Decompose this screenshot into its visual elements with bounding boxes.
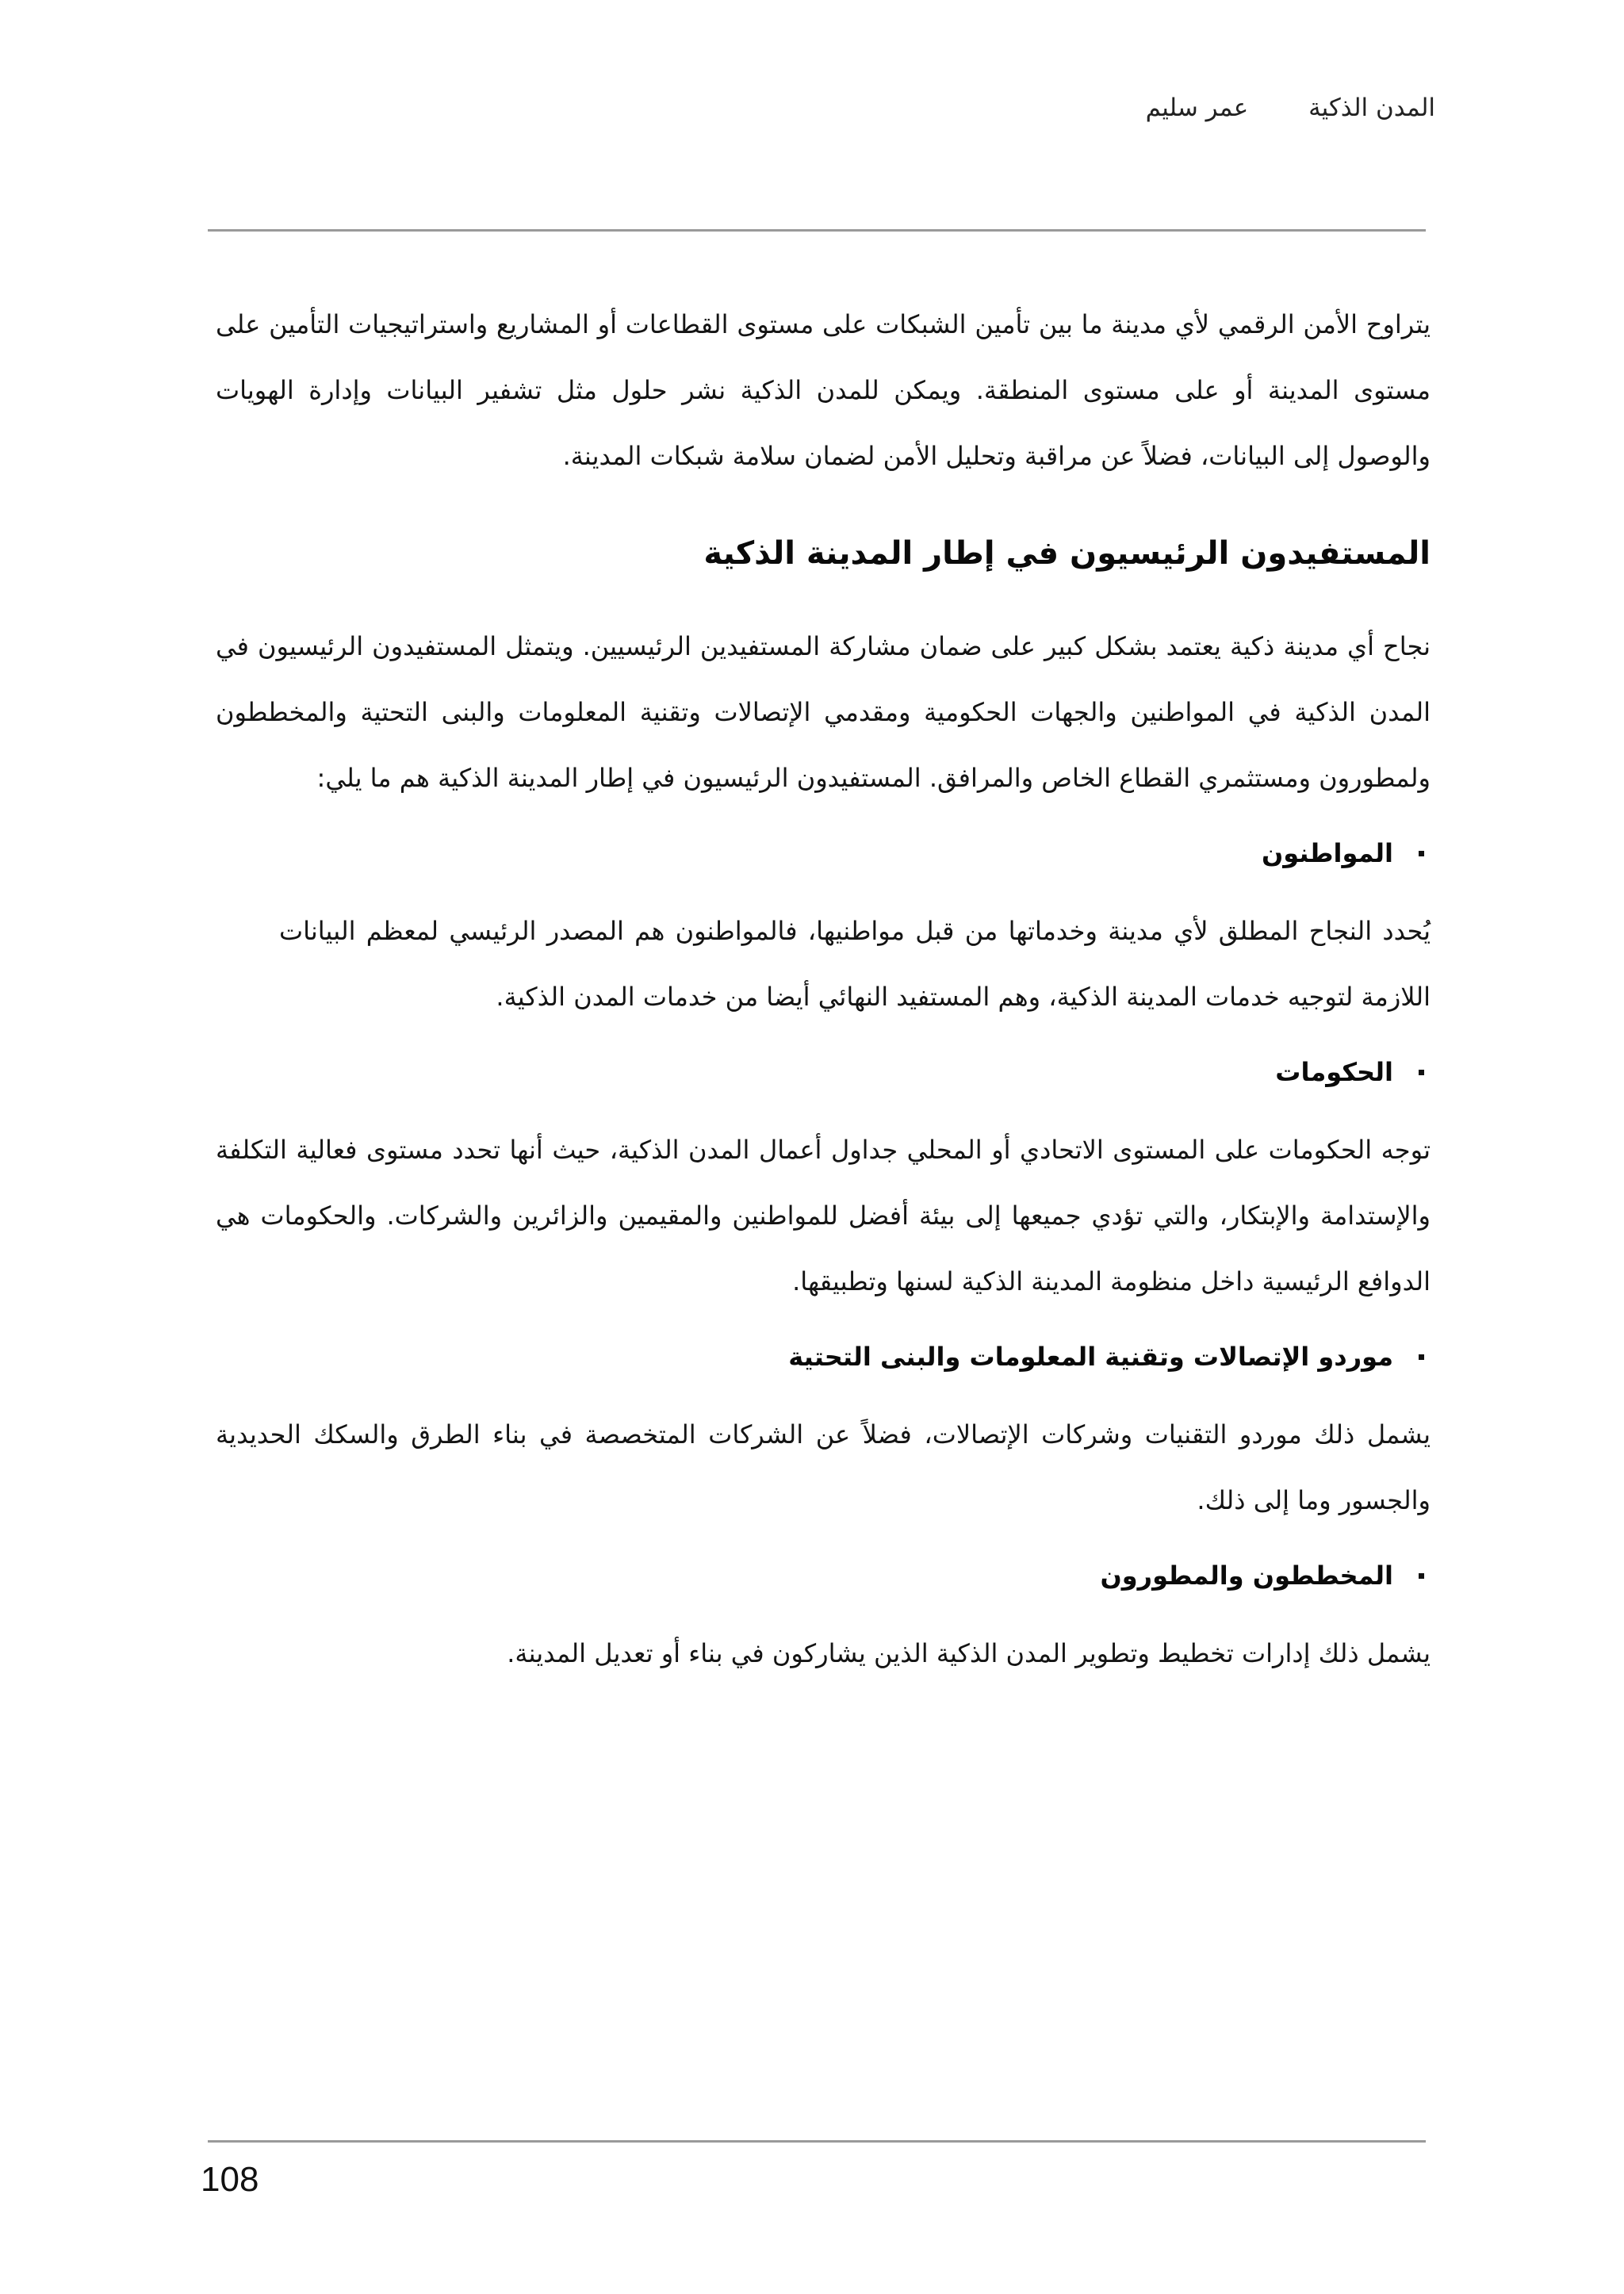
header-book-title: المدن الذكية <box>1308 94 1435 122</box>
bullet-planners <box>216 1552 1431 1599</box>
page-body <box>216 292 1431 1687</box>
governments-paragraph: توجه الحكومات على المستوى الاتحادي أو المحلي جداول أعمال المدن الذكية، حيث أنها تحدد مستوى فعالية التكلفة والإستدامة والإبتكار، والتي تؤدي جميعها إلى بيئة أفضل للمواطنين والمقيمين والزائرين والشركات. والحكومات هي الدوافع الرئيسية داخل منظومة المدينة الذكية لسنها وتطبيقها. <box>216 1135 1431 1296</box>
citizens-paragraph: يُحدد النجاح المطلق لأي مدينة وخدماتها من قبل مواطنيها، فالمواطنون هم المصدر الرئيسي لمعظم البيانات اللازمة لتوجيه خدمات المدينة الذكية، وهم المستفيد النهائي أيضا من خدمات المدن الذكية. <box>279 916 1431 1012</box>
bullet-title: الحكومات <box>1275 1057 1393 1087</box>
footer-divider <box>208 2140 1426 2143</box>
header-author: عمر سليم <box>1145 94 1249 122</box>
page-number: 108 <box>201 2160 259 2199</box>
running-header <box>642 94 1435 122</box>
bullet-citizens <box>216 829 1431 877</box>
planners-paragraph: يشمل ذلك إدارات تخطيط وتطوير المدن الذكية الذين يشاركون في بناء أو تعديل المدينة. <box>507 1638 1431 1668</box>
bullet-ict-suppliers <box>216 1333 1431 1381</box>
bullet-icon <box>1419 1573 1424 1579</box>
bullet-title: المخططون والمطورون <box>1100 1561 1393 1591</box>
intro-paragraph: يتراوح الأمن الرقمي لأي مدينة ما بين تأمين الشبكات على مستوى القطاعات أو المشاريع واستراتيجيات التأمين على مستوى المدينة أو على مستوى المنطقة. ويمكن للمدن الذكية نشر حلول مثل تشفير البيانات وإدارة الهويات والوصول إلى البيانات، فضلاً عن مراقبة وتحليل الأمن لضمان سلامة شبكات المدينة. <box>216 309 1431 471</box>
bullet-title: موردو الإتصالات وتقنية المعلومات والبنى التحتية <box>788 1342 1393 1372</box>
header-divider <box>208 229 1426 232</box>
bullet-governments <box>216 1048 1431 1096</box>
bullet-icon <box>1419 1354 1424 1360</box>
section-heading: المستفيدون الرئيسيون في إطار المدينة الذكية <box>703 535 1431 572</box>
ict-suppliers-paragraph: يشمل ذلك موردو التقنيات وشركات الإتصالات، فضلاً عن الشركات المتخصصة في بناء الطرق والسكك الحديدية والجسور وما إلى ذلك. <box>216 1419 1431 1515</box>
section-intro-paragraph: نجاح أي مدينة ذكية يعتمد بشكل كبير على ضمان مشاركة المستفيدين الرئيسيين. ويتمثل المستفيدون الرئيسيون في المدن الذكية في المواطنين والجهات الحكومية ومقدمي الإتصالات وتقنية المعلومات والبنى التحتية والمخططون ولمطورون ومستثمري القطاع الخاص والمرافق. المستفيدون الرئيسيون في إطار المدينة الذكية هم ما يلي: <box>216 631 1431 793</box>
bullet-title: المواطنون <box>1261 838 1393 868</box>
bullet-icon <box>1419 1070 1424 1075</box>
bullet-icon <box>1419 851 1424 856</box>
